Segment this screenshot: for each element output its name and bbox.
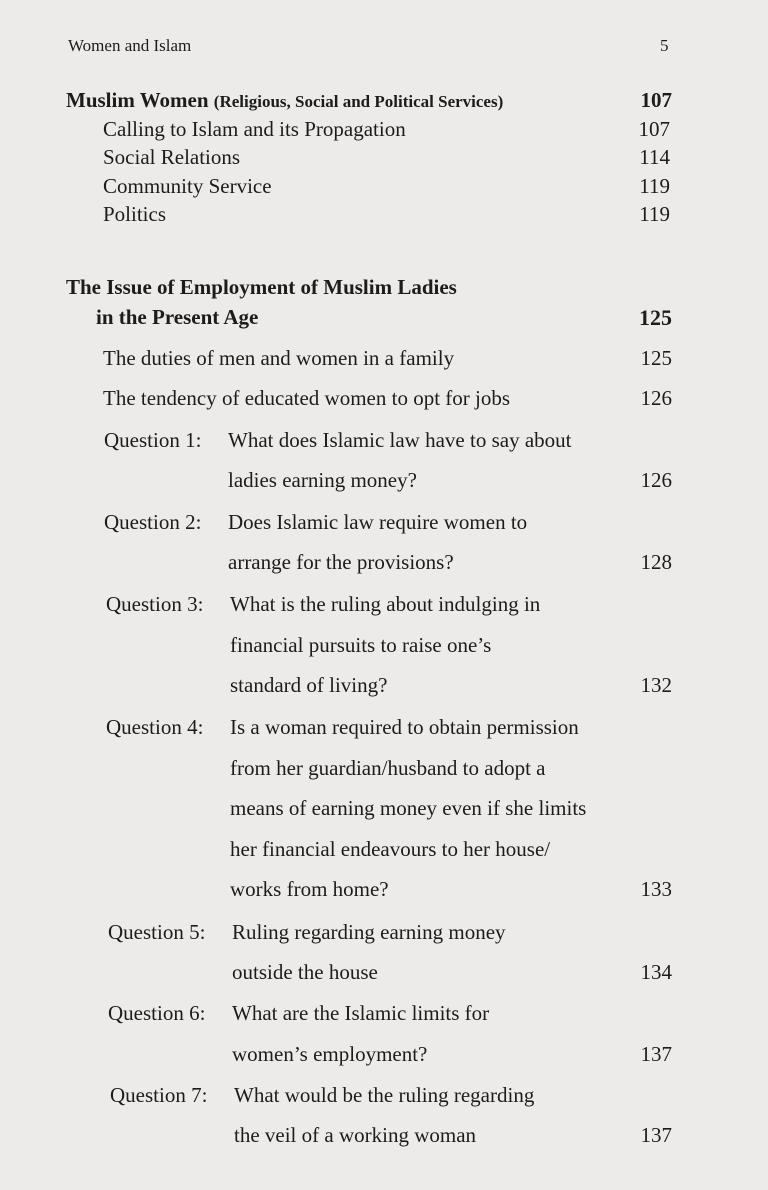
question-text: means of earning money even if she limits <box>230 796 587 820</box>
question-page: 128 <box>640 550 672 574</box>
toc-entry-page: 119 <box>639 202 670 226</box>
question-text: Ruling regarding earning money <box>232 920 506 944</box>
section2-title-line2: in the Present Age <box>96 305 259 329</box>
toc-entry-label: The tendency of educated women to opt for jobs <box>103 386 511 410</box>
question-text: What are the Islamic limits for <box>232 1001 490 1025</box>
toc-entry-label: Calling to Islam and its Propagation <box>103 117 406 141</box>
toc-entry-label: Social Relations <box>103 145 241 169</box>
question-text: What is the ruling about indulging in <box>230 592 541 616</box>
toc-entry-page: 107 <box>638 117 670 141</box>
question-page: 134 <box>640 960 672 984</box>
question-text: her financial endeavours to her house/ <box>230 837 551 861</box>
question-page: 132 <box>640 673 672 697</box>
section2-page: 125 <box>639 305 672 330</box>
question-text: women’s employment? <box>232 1042 428 1066</box>
question-text: What does Islamic law have to say about <box>228 428 572 452</box>
question-label: Question 6: <box>108 1001 206 1025</box>
question-text: ladies earning money? <box>228 468 417 492</box>
question-label: Question 3: <box>106 592 204 616</box>
question-label: Question 5: <box>108 920 206 944</box>
question-text: from her guardian/husband to adopt a <box>230 756 546 780</box>
question-page: 137 <box>640 1042 672 1066</box>
page-number: 5 <box>660 36 669 55</box>
toc-entry-page: 125 <box>640 346 672 370</box>
question-text: outside the house <box>232 960 378 984</box>
question-text: the veil of a working woman <box>234 1123 477 1147</box>
section1-title <box>66 88 503 113</box>
toc-entry-label: Politics <box>103 202 167 226</box>
question-text: works from home? <box>230 877 389 901</box>
question-text: Is a woman required to obtain permission <box>230 715 579 739</box>
section1-page: 107 <box>640 88 672 112</box>
question-label: Question 1: <box>104 428 202 452</box>
toc-entry-page: 114 <box>639 145 670 169</box>
question-text: What would be the ruling regarding <box>234 1083 535 1107</box>
question-label: Question 2: <box>104 510 202 534</box>
question-text: financial pursuits to raise one’s <box>230 633 492 657</box>
toc-entry-label: The duties of men and women in a family <box>103 346 455 370</box>
toc-entry-page: 126 <box>640 386 672 410</box>
question-page: 126 <box>640 468 672 492</box>
question-page: 137 <box>640 1123 672 1147</box>
question-text: standard of living? <box>230 673 388 697</box>
question-label: Question 4: <box>106 715 204 739</box>
question-label: Question 7: <box>110 1083 208 1107</box>
section2-title-line1: The Issue of Employment of Muslim Ladies <box>66 275 457 299</box>
section1-title-main: Muslim Women <box>66 88 209 112</box>
toc-entry-page: 119 <box>639 174 670 198</box>
toc-entry-label: Community Service <box>103 174 272 198</box>
question-text: Does Islamic law require women to <box>228 510 528 534</box>
section1-title-sub: (Religious, Social and Political Services) <box>213 92 504 111</box>
running-head: Women and Islam <box>68 36 192 55</box>
question-text: arrange for the provisions? <box>228 550 454 574</box>
question-page: 133 <box>640 877 672 901</box>
